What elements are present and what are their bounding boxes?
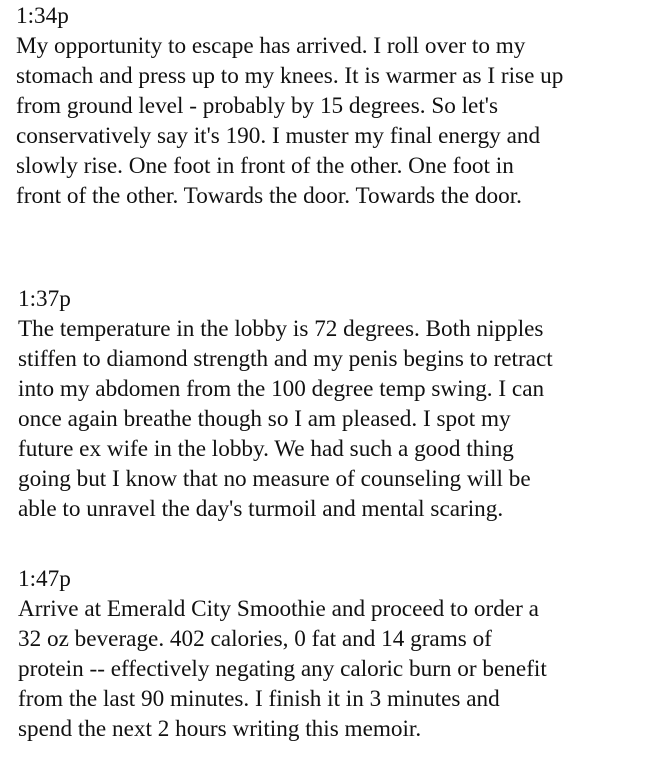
entry-timestamp: 1:47p — [18, 566, 71, 592]
entry-timestamp: 1:34p — [16, 3, 69, 29]
entry-text-line: conservatively say it's 190. I muster my final energy and — [16, 123, 541, 149]
entry-text-line: spend the next 2 hours writing this memoir. — [18, 716, 422, 742]
entry-text-line: into my abdomen from the 100 degree temp swing. I can — [18, 376, 545, 402]
entry-text-line: once again breathe though so I am pleased. I spot my — [18, 406, 511, 432]
entry-text-line: going but I know that no measure of counseling will be — [18, 466, 531, 492]
entry-text-line: slowly rise. One foot in front of the other. One foot in — [16, 153, 514, 179]
entry-text-line: future ex wife in the lobby. We had such a good thing — [18, 436, 514, 462]
entry-text-line: My opportunity to escape has arrived. I roll over to my — [16, 33, 526, 59]
journal-entry-1 — [16, 1, 666, 211]
journal-entry-3 — [18, 564, 668, 744]
entry-text-line: 32 oz beverage. 402 calories, 0 fat and 14 grams of — [18, 626, 492, 652]
entry-timestamp: 1:37p — [18, 286, 71, 312]
entry-text-line: stomach and press up to my knees. It is warmer as I rise up — [16, 63, 564, 89]
journal-entry-2 — [18, 284, 668, 524]
entry-text-line: The temperature in the lobby is 72 degrees. Both nipples — [18, 316, 544, 342]
entry-text-line: from the last 90 minutes. I finish it in 3 minutes and — [18, 686, 500, 712]
entry-text-line: front of the other. Towards the door. Towards the door. — [16, 183, 522, 209]
entry-text-line: Arrive at Emerald City Smoothie and proceed to order a — [18, 596, 539, 622]
entry-text-line: protein -- effectively negating any caloric burn or benefit — [18, 656, 547, 682]
entry-text-line: able to unravel the day's turmoil and mental scaring. — [18, 496, 504, 522]
entry-text-line: stiffen to diamond strength and my penis begins to retract — [18, 346, 553, 372]
entry-text-line: from ground level - probably by 15 degrees. So let's — [16, 93, 498, 119]
